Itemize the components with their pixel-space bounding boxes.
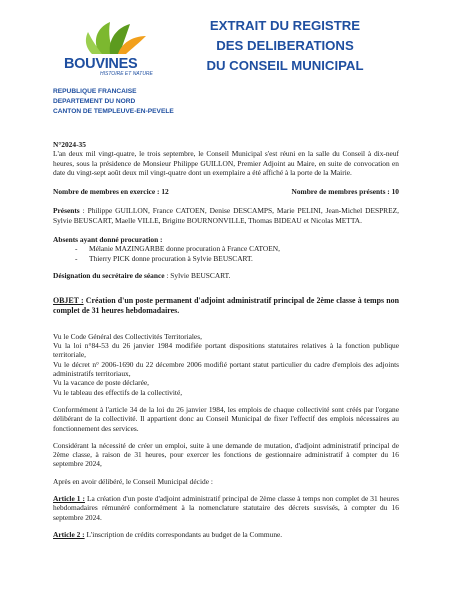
vu-line: Vu le décret n° 2006-1690 du 22 décembre 2006 modifié portant statut particulier du cadre d'emplois des adjoints administratifs territoriaux, bbox=[53, 359, 399, 379]
logo-tagline: HISTOIRE ET NATURE bbox=[100, 71, 153, 77]
absent-label: Absents ayant donné procuration : bbox=[53, 235, 163, 245]
secretary-label: Désignation du secrétaire de séance bbox=[53, 270, 165, 280]
logo-wordmark: BOUVINES bbox=[64, 56, 138, 72]
article-2 bbox=[53, 530, 399, 539]
proxy-list bbox=[53, 244, 399, 263]
objet-heading bbox=[53, 296, 399, 316]
document-title bbox=[190, 16, 380, 76]
member-counts bbox=[53, 187, 399, 196]
article-2-label: Article 2 : bbox=[53, 529, 85, 539]
members-in-office: Nombre de membres en exercice : 12 bbox=[53, 187, 169, 197]
considering-paragraph: Considérant la nécessité de créer un emploi, suite à une demande de mutation, d'adjoint administratif principal de 2ème classe, à raison de 31 heures, pour exercer les fonctions de gestionnaire administratif à compter du 16 septembre 2024, bbox=[53, 440, 399, 469]
conformity-paragraph: Conformément à l'article 34 de la loi du 26 janvier 1984, les emplois de chaque collectivité sont créés par l'organe délibérant de la collectivité. Il appartient donc au Conseil Municipal de fixer l'effectif des emplois nécessaires au fonctionnement des services. bbox=[53, 404, 399, 433]
vu-line: Vu le Code Général des Collectivités Territoriales, bbox=[53, 331, 202, 341]
vu-line: Vu le tableau des effectifs de la collectivité, bbox=[53, 387, 183, 397]
article-1-label: Article 1 : bbox=[53, 494, 85, 504]
deliberation-number: N°2024-35 bbox=[53, 140, 86, 149]
present-members bbox=[53, 206, 399, 225]
present-list: : Philippe GUILLON, France CATOEN, Denise DESCAMPS, Marie PELINI, Jean-Michel DESPREZ, Sylvie BEUSCART, Maelle VILLE, Brigitte BOURNONVILLE, Thomas BIDEAU et Nicolas METTA. bbox=[53, 206, 399, 225]
list-item: - Thierry PICK donne procuration à Sylvie BEUSCART. bbox=[75, 254, 399, 263]
secretary-line bbox=[53, 271, 399, 280]
entity-line: REPUBLIQUE FRANCAISE bbox=[53, 88, 137, 95]
vu-list bbox=[53, 332, 399, 397]
vu-line: Vu la vacance de poste déclarée, bbox=[53, 378, 149, 388]
list-item: - Mélanie MAZINGARBE donne procuration à France CATOEN, bbox=[75, 244, 399, 253]
entity-line: CANTON DE TEMPLEUVE-EN-PEVELE bbox=[53, 107, 174, 115]
title-line: EXTRAIT DU REGISTRE bbox=[209, 18, 361, 33]
article-1 bbox=[53, 494, 399, 522]
present-label: Présents bbox=[53, 206, 80, 216]
issuing-entity bbox=[53, 87, 174, 116]
title-line: DU CONSEIL MUNICIPAL bbox=[206, 58, 364, 73]
deliberation-body bbox=[53, 140, 399, 539]
entity-line: DEPARTEMENT DU NORD bbox=[53, 97, 136, 105]
objet-text: Création d'un poste permanent d'adjoint administratif principal de 2ème classe à temps non complet de 31 heures hebdomadaires. bbox=[53, 296, 399, 316]
objet-label: OBJET : bbox=[53, 296, 84, 306]
article-1-text: La création d'un poste d'adjoint administratif principal de 2ème classe à temps non complet de 31 heures hebdomadaires rémunéré conformément à la nomenclature statutaire des décrets susvisés, à compter du 16 septembre 2024. bbox=[53, 494, 399, 522]
decision-intro: Après en avoir délibéré, le Conseil Municipal décide : bbox=[53, 476, 213, 486]
secretary-value: : Sylvie BEUSCART. bbox=[164, 270, 231, 280]
members-present: Nombre de membres présents : 10 bbox=[291, 187, 399, 197]
title-line: DES DELIBERATIONS bbox=[216, 38, 354, 53]
article-2-text: L'inscription de crédits correspondants au budget de la Commune. bbox=[84, 529, 283, 539]
vu-line: Vu la loi n°84-53 du 26 janvier 1984 modifiée portant dispositions statutaires relatives à la fonction publique territoriale, bbox=[53, 341, 399, 360]
intro-paragraph: L'an deux mil vingt-quatre, le trois septembre, le Conseil Municipal s'est réuni en la salle du Conseil à dix-neuf heures, sous la présidence de Monsieur Philippe GUILLON, Premier Adjoint au Maire, en suite de convocation en date du vingt-sept août deux mil vingt-quatre dont un exemplaire a été affiché à la porte de la Mairie. bbox=[53, 149, 399, 177]
